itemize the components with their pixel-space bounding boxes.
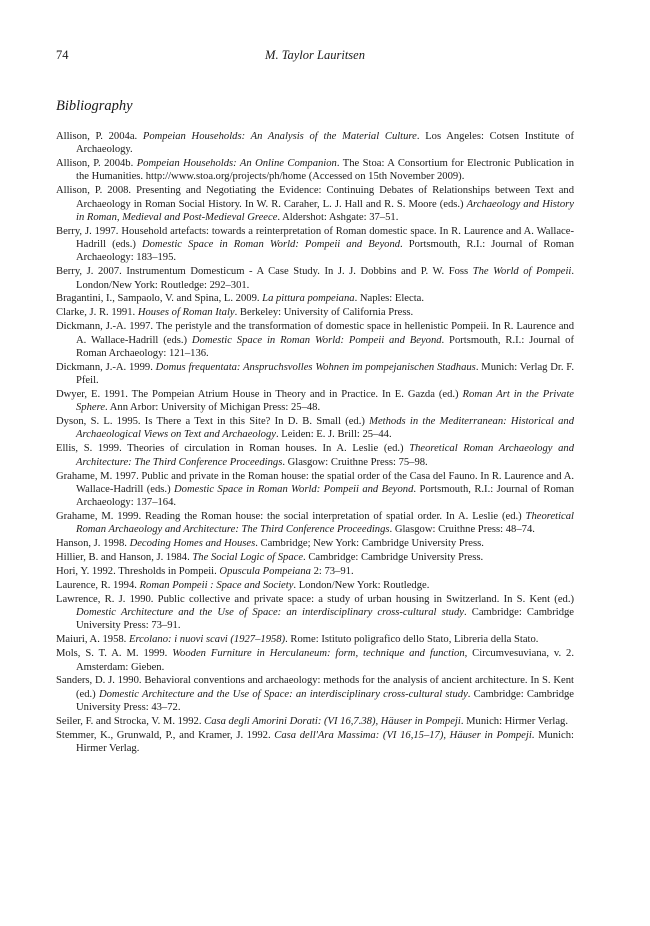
entry-title: Ercolano: i nuovi scavi (1927–1958) [128, 634, 286, 646]
bibliography-entry [56, 265, 574, 292]
bibliography-entry [56, 415, 574, 442]
entry-title: Theoretical Roman Archaeology and Architecture: The Third Conference Proceedings [76, 510, 574, 536]
bibliography-entry [56, 551, 574, 564]
bibliography-entry [56, 130, 574, 157]
bibliography-entry [56, 388, 574, 415]
entry-title: Wooden Furniture in Herculaneum: form, technique and function [172, 648, 465, 660]
bibliography-entry [56, 715, 574, 728]
entry-title: Domestic Space in Roman World: Pompeii and Beyond [174, 483, 414, 495]
bibliography-entry [56, 729, 574, 756]
bibliography-entry [56, 633, 574, 646]
entry-title: Decoding Homes and Houses [129, 538, 256, 550]
entry-title: Domestic Architecture and the Use of Space: an interdisciplinary cross-cultural study [76, 607, 464, 619]
bibliography-entry [56, 470, 574, 510]
entry-text: . Portsmouth, R.I.: Journal of Roman Archaeology: 183–195. [76, 239, 574, 264]
bibliography-entry [56, 320, 574, 360]
entry-text: . Glasgow: Cruithne Press: 75–98. [282, 456, 428, 468]
entry-title: Theoretical Roman Archaeology and Architecture: The Third Conference Proceedings [76, 443, 574, 468]
entry-title: Roman Pompeii : Space and Society [139, 579, 294, 591]
entry-text: . The Stoa: A Consortium for Electronic Publication in the Humanities. http://www.stoa.org/projects/ph/home (Accessed on 15th November 2009). [76, 158, 575, 183]
entry-text: . Aldershot: Ashgate: 37–51. [277, 211, 399, 223]
bibliography-entry [56, 674, 574, 714]
entry-text: 2: 73–91. [310, 566, 354, 577]
entry-text: Dickmann, J.-A. 1999. [56, 361, 156, 373]
entry-text: Lawrence, R. J. 1990. Public collective and private space: a study of urban housing in Switzerland. In S. Kent (ed.) [56, 593, 574, 605]
entry-text: Mols, S. T. A. M. 1999. [56, 648, 173, 660]
entry-text: Hillier, B. and Hanson, J. 1984. [56, 552, 193, 564]
entry-text: . Cambridge: Cambridge University Press. [303, 552, 484, 564]
entry-text: Sanders, D. J. 1990. Behavioral conventions and archaeology: methods for the analysis of ancient architecture. In S. Kent (ed.) [56, 675, 574, 700]
section-heading: Bibliography [56, 98, 133, 114]
entry-text: Laurence, R. 1994. [56, 579, 140, 591]
entry-text: Hanson, J. 1998. [56, 538, 130, 550]
bibliography-entry [56, 537, 574, 550]
entry-text: . Munich: Hirmer Verlag. [76, 729, 574, 755]
entry-text: . Munich: Hirmer Verlag. [460, 715, 569, 727]
entry-text: . Cambridge: Cambridge University Press: 73–91. [76, 607, 574, 632]
bibliography-entry [56, 565, 574, 578]
entry-text: Dyson, S. L. 1995. Is There a Text in this Site? In D. B. Small (ed.) [56, 416, 370, 428]
entry-text: , Circumvesuviana, v. 2. Amsterdam: Gieben. [76, 648, 574, 673]
entry-text: . Leiden: E. J. Brill: 25–44. [275, 429, 392, 441]
bibliography-list [56, 130, 574, 756]
entry-text: . Cambridge; New York: Cambridge University Press. [255, 538, 484, 550]
entry-text: . Los Angeles: Cotsen Institute of Archaeology. [76, 131, 574, 156]
entry-text: . Cambridge: Cambridge University Press: 43–72. [76, 688, 574, 713]
entry-title: Pompeian Households: An Analysis of the Material Culture [142, 131, 417, 142]
entry-title: Domestic Architecture and the Use of Space: an interdisciplinary cross-cultural study [98, 688, 468, 700]
bibliography-entry [56, 510, 574, 537]
entry-text: . Munich: Verlag Dr. F. Pfeil. [76, 361, 575, 386]
bibliography-entry [56, 225, 574, 265]
entry-text: Clarke, J. R. 1991. [56, 307, 138, 319]
entry-text: Grahame, M. 1997. Public and private in the Roman house: the spatial order of the Casa del Fauno. In R. Laurence and A. Wallace-Hadrill (eds.) [56, 470, 574, 495]
entry-text: Ellis, S. 1999. Theories of circulation in Roman houses. In A. Leslie (ed.) [56, 443, 410, 455]
entry-title: Roman Art in the Private Sphere [76, 388, 574, 414]
entry-title: Casa dell'Ara Massima: (VI 16,15–17), Häuser in Pompeji [274, 729, 532, 741]
bibliography-entry [56, 593, 574, 633]
entry-text: . Glasgow: Cruithne Press: 48–74. [389, 524, 535, 536]
page-number: 74 [56, 48, 69, 62]
bibliography-entry [56, 292, 574, 305]
entry-text: Seiler, F. and Strocka, V. M. 1992. [56, 715, 205, 727]
entry-text: Hori, Y. 1992. Thresholds in Pompeii. [56, 566, 220, 577]
bibliography-entry [56, 184, 574, 224]
bibliography-entry [56, 579, 574, 592]
entry-title: Domestic Space in Roman World: Pompeii and Beyond [141, 239, 401, 251]
bibliography-entry [56, 647, 574, 674]
bibliography-entry [56, 306, 574, 319]
entry-text: Bragantini, I., Sampaolo, V. and Spina, L. 2009. [56, 293, 263, 305]
entry-title: Domestic Space in Roman World: Pompeii and Beyond [191, 334, 442, 346]
entry-title: The Social Logic of Space [192, 552, 304, 564]
entry-text: . Rome: Istituto poligrafico dello Stato, Libreria della Stato. [285, 634, 539, 646]
entry-text: Allison, P. 2004b. [56, 158, 137, 170]
page-header [56, 47, 574, 63]
entry-title: Houses of Roman Italy [137, 307, 235, 319]
entry-text: . Naples: Electa. [354, 293, 424, 305]
entry-text: . Portsmouth, R.I.: Journal of Roman Archaeology: 121–136. [76, 334, 575, 359]
entry-text: Dwyer, E. 1991. The Pompeian Atrium House in Theory and in Practice. In E. Gazda (ed.) [56, 388, 463, 400]
entry-text: Berry, J. 2007. Instrumentum Domesticum - A Case Study. In J. J. Dobbins and P. W. Foss [56, 266, 473, 278]
entry-title: La pittura pompeiana [262, 293, 355, 305]
entry-text: Stemmer, K., Grunwald, P., and Kramer, J. 1992. [56, 729, 275, 741]
entry-text: Grahame, M. 1999. Reading the Roman house: the social interpretation of spatial order. In A. Leslie (ed.) [56, 510, 526, 522]
entry-title: The World of Pompeii [472, 266, 572, 278]
entry-text: . Portsmouth, R.I.: Journal of Roman Archaeology: 137–164. [76, 483, 574, 508]
entry-title: Opuscula Pompeiana [219, 566, 311, 577]
entry-title: Casa degli Amorini Dorati: (VI 16,7.38), Häuser in Pompeji [204, 715, 461, 727]
entry-text: Berry, J. 1997. Household artefacts: towards a reinterpretation of Roman domestic space. In R. Laurence and A. Wallace-Hadrill (eds.) [56, 225, 574, 251]
entry-text: . London/New York: Routledge: 292–301. [76, 266, 574, 291]
entry-text: . Ann Arbor: University of Michigan Press: 25–48. [105, 402, 321, 414]
entry-text: . London/New York: Routledge. [293, 579, 430, 591]
entry-title: Domus frequentata: Anspruchsvolles Wohnen im pompejanischen Stadhaus [155, 361, 476, 373]
entry-text: Maiuri, A. 1958. [56, 634, 129, 646]
bibliography-entry [56, 361, 574, 388]
entry-title: Methods in the Mediterranean: Historical and Archaeological Views on Text and Archaeology [76, 416, 575, 441]
bibliography-entry [56, 442, 574, 469]
running-head: M. Taylor Lauritsen [265, 48, 365, 62]
entry-title: Pompeian Households: An Online Companion [136, 158, 337, 170]
entry-text: Allison, P. 2008. Presenting and Negotiating the Evidence: Continuing Debates of Relationships between Text and Archaeology in Roman Social History. In W. R. Caraher, L. J. Hall and R. S. Moore (eds.) [56, 185, 574, 210]
entry-text: Dickmann, J.-A. 1997. The peristyle and the transformation of domestic space in hellenistic Pompeii. In R. Laurence and A. Wallace-Hadrill (eds.) [56, 321, 574, 346]
entry-text: Allison, P. 2004a. [56, 131, 143, 142]
bibliography-entry [56, 157, 574, 184]
entry-title: Archaeology and History in Roman, Medieval and Post-Medieval Greece [76, 198, 574, 223]
entry-text: . Berkeley: University of California Press. [234, 307, 414, 319]
